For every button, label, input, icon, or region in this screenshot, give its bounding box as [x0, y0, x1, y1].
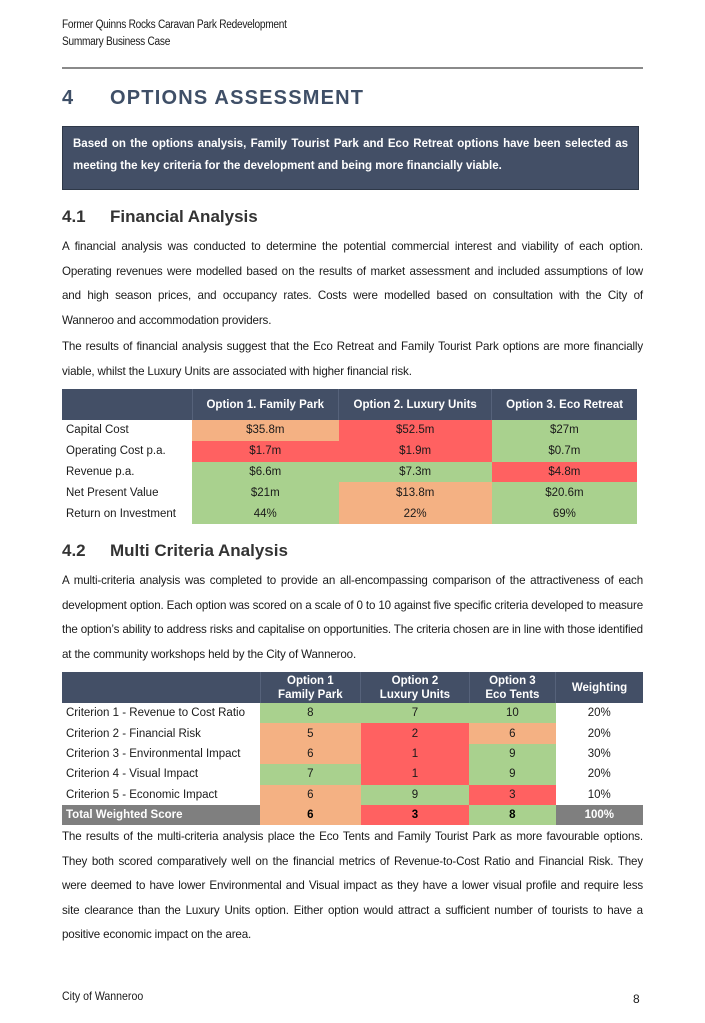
- table-header-row: [62, 672, 643, 703]
- financial-paragraph-2: The results of financial analysis suggest that the Eco Retreat and Family Tourist Park options are more financially viable, whilst the Luxury Units are associated with higher financial risk.: [62, 340, 643, 378]
- score-cell: 1: [361, 764, 470, 784]
- value-cell: $7.3m: [339, 462, 492, 483]
- weighting-cell: 100%: [556, 805, 643, 825]
- value-cell: $20.6m: [492, 482, 637, 503]
- section-heading: [62, 87, 364, 110]
- score-cell: 5: [260, 723, 361, 743]
- table-header-cell: Option 3. Eco Retreat: [492, 389, 637, 420]
- score-cell: 6: [260, 805, 361, 825]
- table-header-cell: Option 2 Luxury Units: [361, 672, 470, 703]
- value-cell: $13.8m: [339, 482, 492, 503]
- row-label: Criterion 1 - Revenue to Cost Ratio: [66, 707, 245, 720]
- score-cell: 3: [361, 805, 470, 825]
- score-cell: 7: [260, 764, 361, 784]
- row-label: Net Present Value: [66, 486, 159, 499]
- table-header-cell: [62, 389, 192, 420]
- mca-paragraph-1: A multi-criteria analysis was completed to provide an all-encompassing comparison of the attractiveness of each development option. Each option was scored on a scale of 0 to 10 against five specific criteria developed to measure the option’s ability to address risks and capitalise on opportunities. The criteria chosen are in line with those identified at the community workshops held by the City of Wanneroo.: [62, 574, 643, 661]
- table-row: [62, 703, 643, 723]
- subsection-number: 4.2: [62, 541, 86, 560]
- score-cell: 9: [469, 764, 555, 784]
- weighting-cell: 30%: [556, 744, 643, 764]
- table-header-cell: Weighting: [556, 672, 643, 703]
- score-cell: 9: [361, 785, 470, 805]
- value-cell: 69%: [492, 503, 637, 524]
- section-title: OPTIONS ASSESSMENT: [110, 87, 365, 109]
- subsection-number: 4.1: [62, 207, 86, 226]
- score-cell: 9: [469, 744, 555, 764]
- weighting-cell: 20%: [556, 723, 643, 743]
- financial-paragraph-1: A financial analysis was conducted to determine the potential commercial interest and viability of each option. Operating revenues were modelled based on the results of market assessment and included assumptions of low and high season prices, and occupancy rates. Costs were modelled based on consultation with the City of Wanneroo and accommodation providers.: [62, 240, 643, 327]
- table-row: [62, 723, 643, 743]
- header-subtitle: Summary Business Case: [62, 36, 171, 48]
- value-cell: $52.5m: [339, 420, 492, 441]
- document-header: [62, 17, 287, 51]
- value-cell: $4.8m: [492, 462, 637, 483]
- value-cell: 22%: [339, 503, 492, 524]
- score-cell: 6: [260, 785, 361, 805]
- row-label: Capital Cost: [66, 424, 129, 437]
- table-header-cell: Option 3 Eco Tents: [469, 672, 555, 703]
- row-label: Return on Investment: [66, 507, 176, 520]
- table-row: [62, 441, 637, 462]
- table-row: [62, 764, 643, 784]
- value-cell: $6.6m: [192, 462, 339, 483]
- subsection-title: Financial Analysis: [110, 207, 258, 226]
- value-cell: $35.8m: [192, 420, 339, 441]
- score-cell: 1: [361, 744, 470, 764]
- table-row: [62, 785, 643, 805]
- value-cell: $1.7m: [192, 441, 339, 462]
- row-label: Criterion 4 - Visual Impact: [66, 768, 199, 781]
- value-cell: $27m: [492, 420, 637, 441]
- mca-paragraph-2: The results of the multi-criteria analysis place the Eco Tents and Family Tourist Park as more favourable options. They both scored comparatively well on the financial metrics of Revenue-to-Cost Ratio and Financial Risk. They were deemed to have lower Environmental and Visual impact as they have a lower visual profile and require less site clearance than the Luxury Units option. Either option would attract a sufficient number of tourists to have a positive economic impact on the area.: [62, 830, 643, 941]
- table-row: [62, 744, 643, 764]
- total-row: [62, 805, 643, 825]
- score-cell: 6: [469, 723, 555, 743]
- multi-criteria-table: [62, 672, 643, 825]
- section-number: 4: [62, 87, 75, 109]
- table-header-cell: Option 2. Luxury Units: [339, 389, 492, 420]
- header-divider: [62, 67, 643, 69]
- table-header-cell: [62, 672, 260, 703]
- score-cell: 3: [469, 785, 555, 805]
- score-cell: 7: [361, 703, 470, 723]
- score-cell: 6: [260, 744, 361, 764]
- row-label: Total Weighted Score: [62, 805, 260, 825]
- value-cell: $1.9m: [339, 441, 492, 462]
- page-number: 8: [633, 992, 640, 1006]
- footer-organisation: City of Wanneroo: [62, 989, 144, 1003]
- table-row: [62, 420, 637, 441]
- row-label: Criterion 5 - Economic Impact: [66, 788, 218, 801]
- mca-heading: [62, 541, 288, 561]
- subsection-title: Multi Criteria Analysis: [110, 541, 288, 560]
- financial-analysis-table: [62, 389, 637, 524]
- value-cell: $0.7m: [492, 441, 637, 462]
- header-title: Former Quinns Rocks Caravan Park Redevelopment: [62, 19, 287, 31]
- table-row: [62, 482, 637, 503]
- row-label: Criterion 3 - Environmental Impact: [66, 747, 241, 760]
- financial-analysis-heading: [62, 207, 258, 227]
- summary-callout: Based on the options analysis, Family Tourist Park and Eco Retreat options have been selected as meeting the key criteria for the development and being more financially viable.: [62, 126, 639, 190]
- table-row: [62, 503, 637, 524]
- score-cell: 8: [260, 703, 361, 723]
- value-cell: 44%: [192, 503, 339, 524]
- weighting-cell: 10%: [556, 785, 643, 805]
- score-cell: 2: [361, 723, 470, 743]
- table-header-row: [62, 389, 637, 420]
- row-label: Criterion 2 - Financial Risk: [66, 727, 201, 740]
- score-cell: 10: [469, 703, 555, 723]
- table-row: [62, 462, 637, 483]
- weighting-cell: 20%: [556, 764, 643, 784]
- row-label: Operating Cost p.a.: [66, 445, 166, 458]
- score-cell: 8: [469, 805, 555, 825]
- table-header-cell: Option 1 Family Park: [260, 672, 361, 703]
- weighting-cell: 20%: [556, 703, 643, 723]
- table-header-cell: Option 1. Family Park: [192, 389, 339, 420]
- value-cell: $21m: [192, 482, 339, 503]
- row-label: Revenue p.a.: [66, 465, 135, 478]
